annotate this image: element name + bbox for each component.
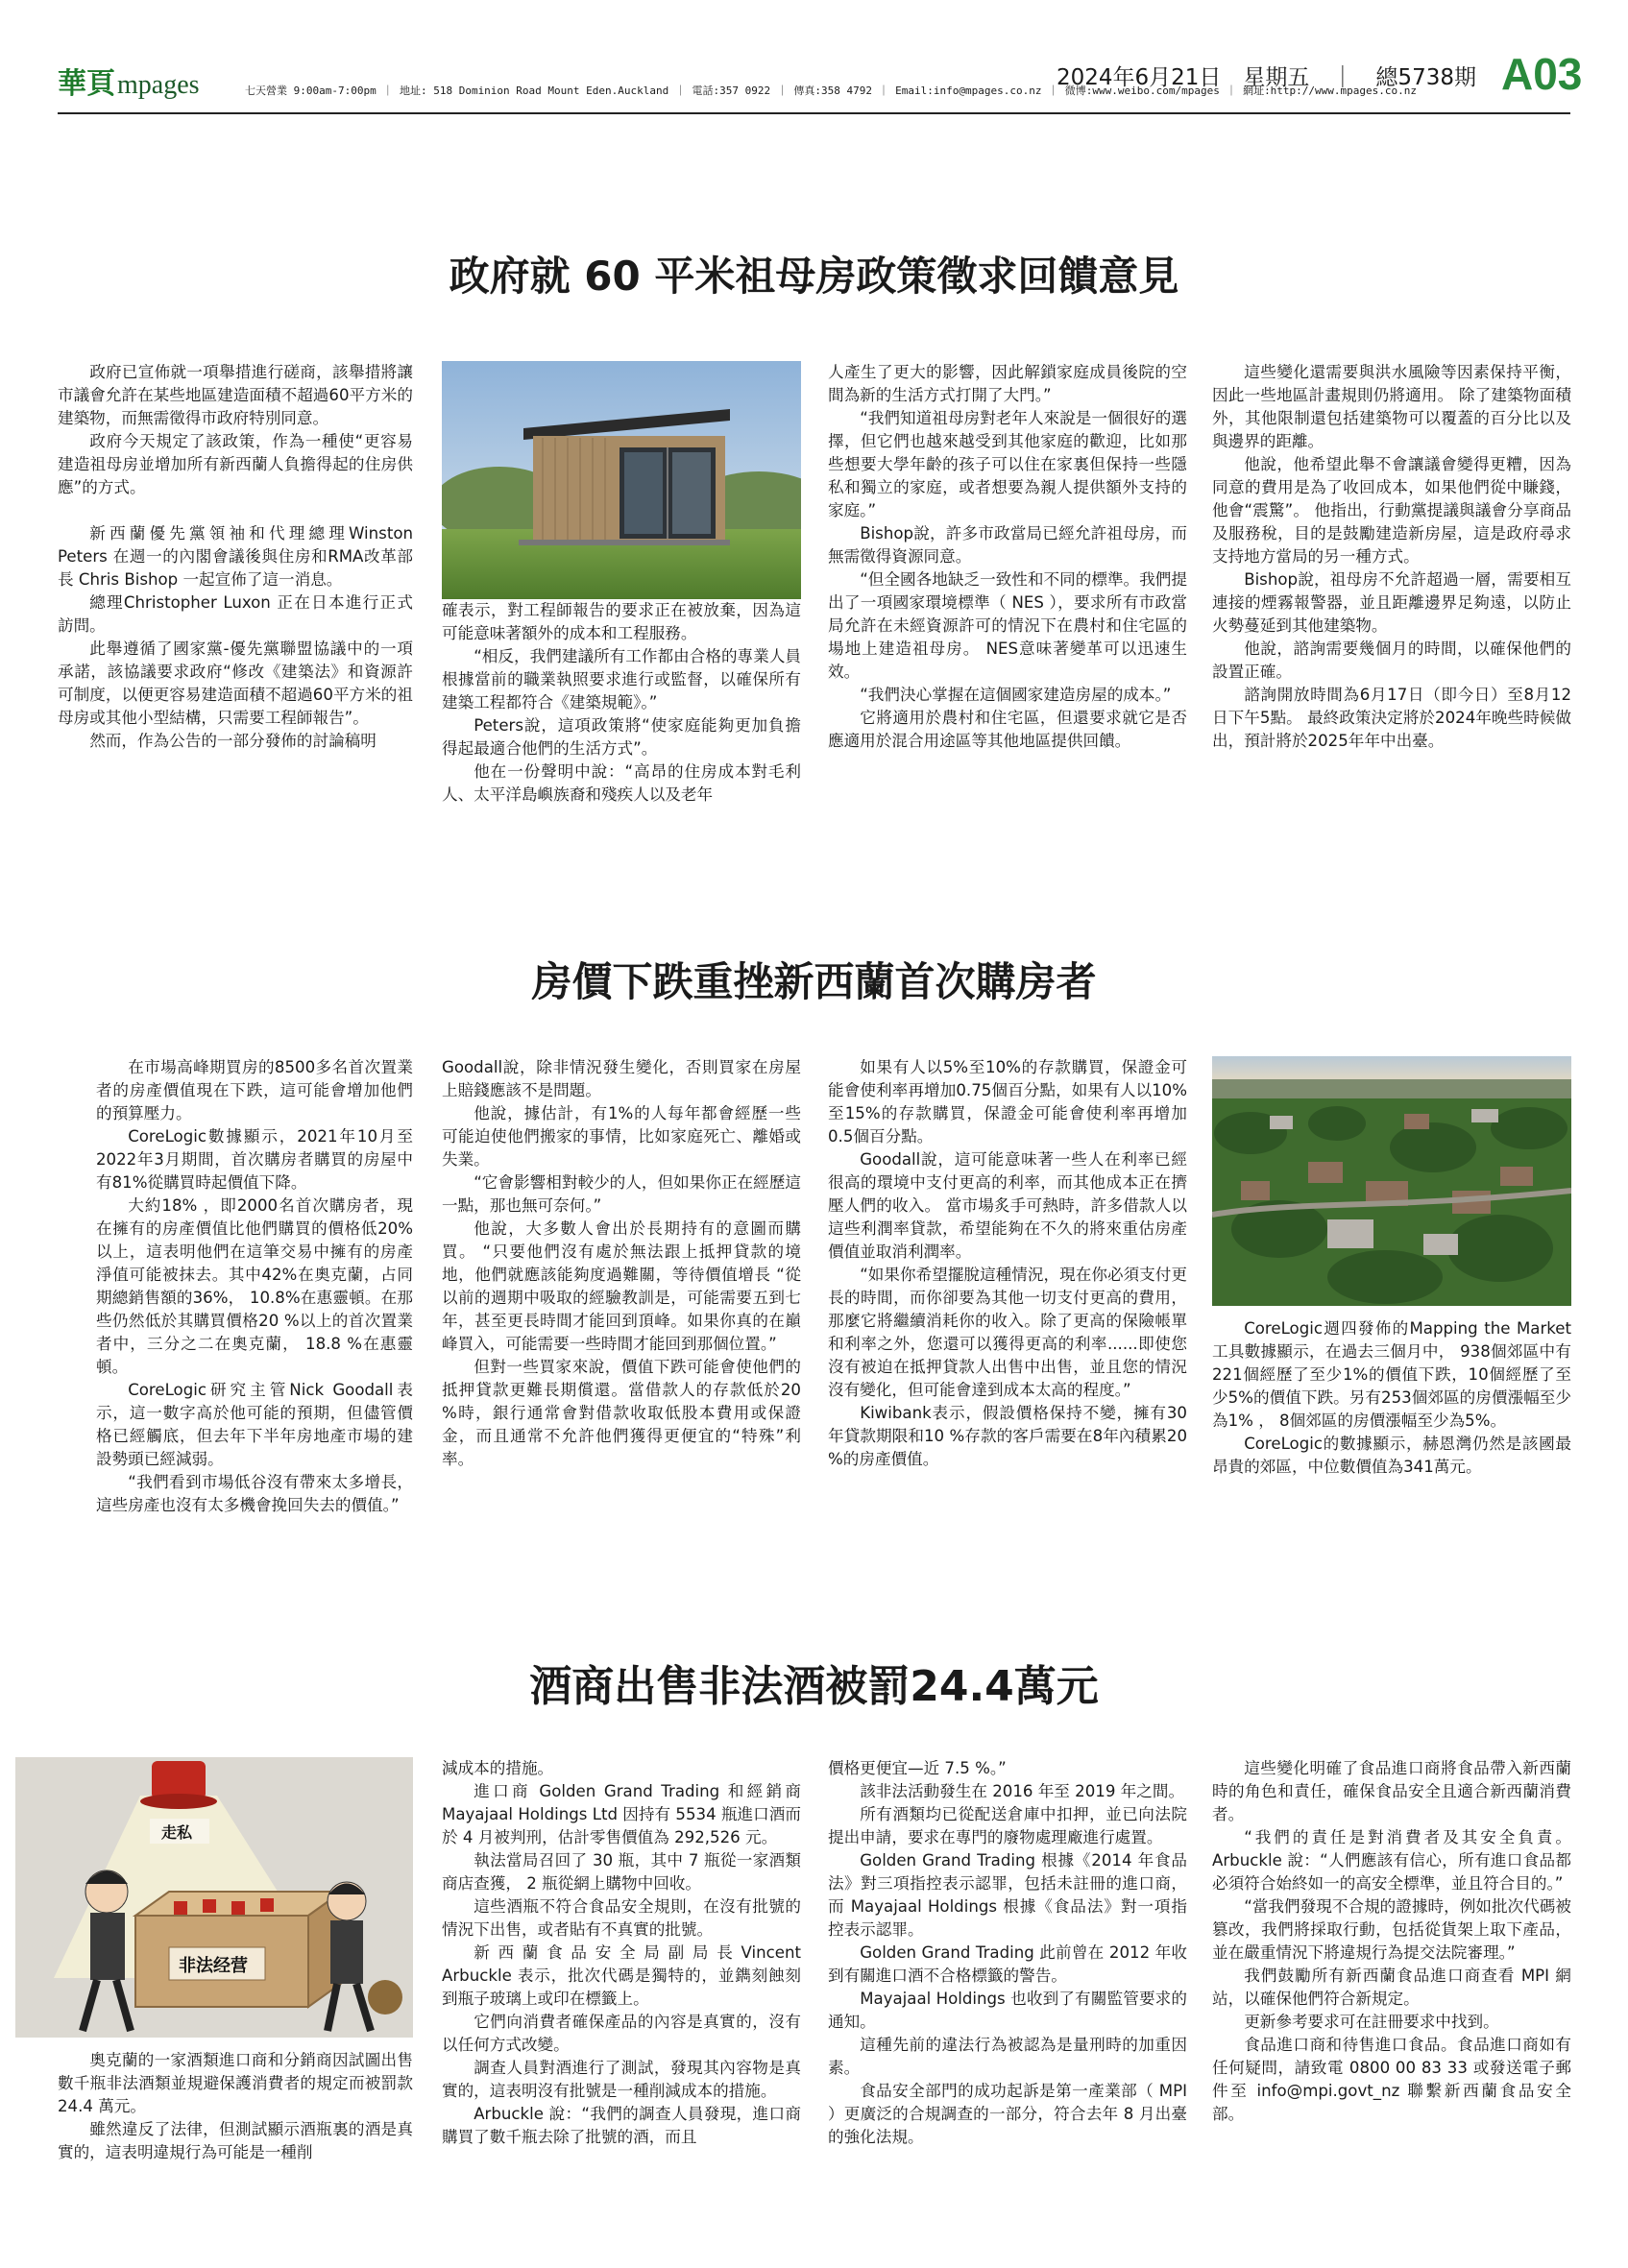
paragraph: 奧克蘭的一家酒類進口商和分銷商因試圖出售數千瓶非法酒類並規避保護消費者的規定而被罰款 24.4 萬元。 <box>58 2051 413 2115</box>
paragraph: 他在一份聲明中說：“高昂的住房成本對毛利人、太平洋島嶼族裔和殘疾人以及老年 <box>442 762 801 804</box>
article2-column-4 <box>1212 1317 1571 1479</box>
paragraph: 這些變化明確了食品進口商將食品帶入新西蘭時的角色和責任，確保食品安全且適合新西蘭消費者。 <box>1212 1759 1571 1823</box>
paragraph: Bishop說，祖母房不允許超過一層，需要相互連接的煙霧報警器，並且距離邊界足夠遠，以防止火勢蔓延到其他建築物。 <box>1212 570 1571 635</box>
paragraph: 它將適用於農村和住宅區，但還要求就它是否應適用於混合用途區等其他地區提供回饋。 <box>828 709 1187 750</box>
paragraph: CoreLogic週四發佈的Mapping the Market工具數據顯示，在過去三個月中， 938個郊區中有221個經歷了至少1%的價值下跌，10個經歷了至少5%的價值下跌。另有253個郊區的房價漲幅至少為1% ， 8個郊區的房價漲幅至少為5%。 <box>1212 1319 1571 1430</box>
article1-title: 政府就 60 平米祖母房政策徵求回饋意見 <box>449 253 1179 300</box>
paragraph: Kiwibank表示，假設價格保持不變，擁有30年貸款期限和10 %存款的客戶需要在8年內積累20 %的房產價值。 <box>828 1404 1187 1468</box>
paragraph: Goodall說，這可能意味著一些人在利率已經很高的環境中支付更高的利率，而其他成本正在擠壓人們的收入。 當市場炙手可熱時，許多借款人以這些利潤率貸款，希望能夠在不久的將來重估房產價值並取消利潤率。 <box>828 1150 1187 1261</box>
paragraph: 價格更便宜—近 7.5 %。” <box>828 1759 1007 1777</box>
paragraph: 更新參考要求可在註冊要求中找到。 <box>1244 2013 1499 2031</box>
paragraph: CoreLogic研究主管Nick Goodall表示，這一數字高於他可能的預期，但儘管價格已經觸底，但去年下半年房地產市場的建設勢頭已經減弱。 <box>96 1381 413 1468</box>
paragraph: 大約18% ，即2000名首次購房者，現在擁有的房產價值比他們購買的價格低20%以上，這表明他們在這筆交易中擁有的房產淨值可能被抹去。其中42%在奧克蘭，占同期總銷售額的36%， 10.8%在惠靈頓。在那些仍然低於其購買價格20 %以上的首次置業者中，三分之二在奧克蘭， 18.8 %在惠靈頓。 <box>96 1196 413 1376</box>
paragraph: “當我們發現不合規的證據時，例如批次代碼被篡改，我們將採取行動，包括從貨架上取下產品，並在嚴重情況下將違規行為提交法院審理。” <box>1212 1897 1571 1962</box>
paragraph: 進口商 Golden Grand Trading 和經銷商 Mayajaal Holdings Ltd 因持有 5534 瓶進口酒而於 4 月被判刑，估計零售價值為 292,526 元。 <box>442 1782 801 1846</box>
paragraph: 新 西 蘭 食 品 安 全 局 副 局 長 Vincent Arbuckle 表示，批次代碼是獨特的，並鐫刻蝕刻到瓶子玻璃上或印在標籤上。 <box>442 1943 801 2008</box>
paragraph: 如果有人以5%至10%的存款購買，保證金可能會使利率再增加0.75個百分點，如果有人以10%至15%的存款購買，保證金可能會使利率再增加0.5個百分點。 <box>828 1058 1187 1146</box>
paragraph: 他說，他希望此舉不會讓議會變得更糟，因為同意的費用是為了收回成本，如果他們從中賺錢，他會“震驚”。 他指出，行動黨提議與議會分享商品及服務稅，目的是鼓勵建造新房屋，這是政府尋求支持地方當局的另一種方式。 <box>1212 455 1571 566</box>
paragraph: 政府已宣佈就一項舉措進行磋商，該舉措將讓市議會允許在某些地區建造面積不超過60平方米的建築物，而無需徵得市政府特別同意。 <box>58 363 413 427</box>
paragraph: Golden Grand Trading 根據《2014 年食品法》對三項指控表示認罪，包括未註冊的進口商，而 Mayajaal Holdings 根據《食品法》對一項指控表示認罪。 <box>828 1851 1187 1939</box>
article3-column-4 <box>1212 1757 1571 2126</box>
illustration-box-label: 非法经营 <box>179 1956 248 1976</box>
paragraph: Bishop說，許多市政當局已經允許祖母房，而無需徵得資源同意。 <box>828 524 1187 566</box>
paragraph: 這種先前的違法行為被認為是量刑時的加重因素。 <box>828 2036 1187 2077</box>
contact-info: 七天營業 9:00am-7:00pm ｜ 地址: 518 Dominion Road Mount Eden.Auckland ｜ 電話:357 0922 ｜ 傳真:358 4792 ｜ Email:info@mpages.co.nz ｜ 微博:www.weibo.com/mpages ｜ 網址:http://www.mpages.co.nz <box>245 84 1418 97</box>
paragraph: 這些酒瓶不符合食品安全規則，在沒有批號的情況下出售，或者貼有不真實的批號。 <box>442 1897 801 1939</box>
publication-logo[interactable] <box>58 60 200 102</box>
paragraph: 然而，作為公告的一部分發佈的討論稿明 <box>89 732 377 750</box>
paragraph: 但對一些買家來說，價值下跌可能會使他們的抵押貸款更難長期償還。當借款人的存款低於20 %時，銀行通常會對借款收取低股本費用或保證金，而且通常不允許他們獲得更便宜的“特殊”利率。 <box>442 1358 801 1468</box>
article3-title: 酒商出售非法酒被罰24.4萬元 <box>529 1662 1099 1711</box>
article2-title: 房價下跌重挫新西蘭首次購房者 <box>531 958 1097 1005</box>
article1-column-2 <box>442 599 801 807</box>
paragraph: Goodall說，除非情況發生變化，否則買家在房屋上賠錢應該不是問題。 <box>442 1058 801 1099</box>
granny-flat-photo <box>442 361 801 599</box>
paragraph: Mayajaal Holdings 也收到了有關監管要求的通知。 <box>828 1990 1187 2031</box>
page-number: A03 <box>1501 49 1583 99</box>
issue-dateline: 2024年6月21日 星期五 ｜ 總5738期 <box>1057 65 1476 90</box>
paragraph: 我們鼓勵所有新西蘭食品進口商查看 MPI 網站，以確保他們符合新規定。 <box>1212 1966 1571 2008</box>
paragraph: 他說，諮詢需要幾個月的時間，以確保他們的設置正確。 <box>1212 639 1571 681</box>
paragraph: “我們的責任是對消費者及其安全負責。Arbuckle 說：“人們應該有信心，所有進口食品都必須符合始終如一的高安全標準，並且符合目的。” <box>1212 1828 1571 1893</box>
paragraph: “如果你希望擺脫這種情況，現在你必須支付更長的時間，而你卻要為其他一切支付更高的費用，那麼它將繼續消耗你的收入。除了更高的保險帳單和利率之外，您還可以獲得更高的利率......即使您沒有被迫在抵押貸款人出售中出售，並且您的情況沒有變化，但可能會達到成本太高的程度。” <box>828 1266 1187 1399</box>
paragraph: 食品進口商和待售進口食品。食品進口商如有任何疑問，請致電 0800 00 83 33 或發送電子郵件至 info@mpi.govt_nz 聯繫新西蘭食品安全部。 <box>1212 2036 1571 2123</box>
paragraph: 人產生了更大的影響，因此解鎖家庭成員後院的空間為新的生活方式打開了大門。” <box>828 363 1187 404</box>
paragraph: “相反，我們建議所有工作都由合格的專業人員根據當前的職業執照要求進行或監督，以確保所有建築工程都符合《建築規範》。” <box>442 647 801 712</box>
paragraph: 諮詢開放時間為6月17日（即今日）至8月12日下午5點。 最終政策決定將於2024年晚些時候做出，預計將於2025年年中出臺。 <box>1212 686 1571 750</box>
paragraph: 該非法活動發生在 2016 年至 2019 年之間。 <box>860 1782 1185 1800</box>
paragraph: 政府今天規定了該政策，作為一種使“更容易建造祖母房並增加所有新西蘭人負擔得起的住房供應”的方式。 <box>58 432 413 496</box>
paragraph: 雖然違反了法律，但測試顯示酒瓶裏的酒是真實的，這表明違規行為可能是一種削 <box>58 2120 413 2161</box>
paragraph: “它會影響相對較少的人，但如果你正在經歷這一點，那也無可奈何。” <box>442 1173 801 1215</box>
paragraph: “我們決心掌握在這個國家建造房屋的成本。” <box>860 686 1172 704</box>
paragraph: Golden Grand Trading 此前曾在 2012 年收到有關進口酒不合格標籤的警告。 <box>828 1943 1187 1985</box>
suburb-aerial-photo <box>1212 1056 1571 1306</box>
article1-column-3 <box>828 361 1187 753</box>
paragraph: “我們知道祖母房對老年人來說是一個很好的選擇，但它們也越來越受到其他家庭的歡迎，比如那些想要大學年齡的孩子可以住在家裏但保持一些隱私和獨立的家庭，或者想要為親人提供額外支持的家庭。” <box>828 409 1187 519</box>
article2-column-1 <box>96 1056 413 1517</box>
paragraph: 食品安全部門的成功起訴是第一產業部（ MPI ）更廣泛的合規調查的一部分，符合去年 8 月出臺的強化法規。 <box>828 2082 1187 2146</box>
article2-column-2 <box>442 1056 801 1471</box>
logo-chinese: 華頁 <box>58 67 115 101</box>
article1-column-1a <box>58 361 413 753</box>
paragraph: 所有酒類均已從配送倉庫中扣押，並已向法院提出申請，要求在專門的廢物處理廠進行處置。 <box>828 1805 1187 1846</box>
illustration-sign-label: 走私 <box>161 1823 193 1842</box>
paragraph: 他說，據估計，有1%的人每年都會經歷一些可能迫使他們搬家的事情，比如家庭死亡、離婚或失業。 <box>442 1104 801 1169</box>
paragraph: 確表示，對工程師報告的要求正在被放棄，因為這可能意味著額外的成本和工程服務。 <box>442 601 801 642</box>
paragraph: 它們向消費者確保產品的內容是真實的，沒有以任何方式改變。 <box>442 2013 801 2054</box>
logo-english: mpages <box>117 70 200 100</box>
article1-column-4 <box>1212 361 1571 753</box>
masthead <box>58 49 1583 111</box>
article3-column-3 <box>828 1757 1187 2149</box>
paragraph: Peters說，這項政策將“使家庭能夠更加負擔得起最適合他們的生活方式”。 <box>442 716 801 758</box>
illegal-liquor-illustration <box>15 1757 413 2038</box>
paragraph: 執法當局召回了 30 瓶，其中 7 瓶從一家酒類商店查獲， 2 瓶從網上購物中回收。 <box>442 1851 801 1893</box>
paragraph: 總理Christopher Luxon 正在日本進行正式訪問。 <box>58 593 413 635</box>
paragraph: CoreLogic的數據顯示，赫恩灣仍然是該國最昂貴的郊區，中位數價值為341萬元。 <box>1212 1435 1571 1476</box>
paragraph: 減成本的措施。 <box>442 1759 554 1777</box>
paragraph: Arbuckle 說：“我們的調查人員發現，進口商購買了數千瓶去除了批號的酒，而且 <box>442 2105 801 2146</box>
paragraph: “但全國各地缺乏一致性和不同的標準。我們提出了一項國家環境標準（ NES ），要求所有市政當局允許在未經資源許可的情況下在農村和住宅區的場地上建造祖母房。 NES意味著變革可以迅速生效。 <box>828 570 1187 681</box>
paragraph: 他說，大多數人會出於長期持有的意圖而購買。 “只要他們沒有處於無法跟上抵押貸款的境地，他們就應該能夠度過難關，等待價值增長 “從以前的週期中吸取的經驗教訓是，可能需要五到七年，甚至更長時間才能回到頂峰。如果你真的在巔峰買入，可能需要一些時間才能回到那個位置。” <box>442 1219 801 1353</box>
paragraph: 調查人員對酒進行了測試，發現其內容物是真實的，這表明沒有批號是一種削減成本的措施。 <box>442 2059 801 2100</box>
paragraph: 這些變化還需要與洪水風險等因素保持平衡，因此一些地區計畫規則仍將適用。 除了建築物面積外，其他限制還包括建築物可以覆蓋的百分比以及與邊界的距離。 <box>1212 363 1571 450</box>
paragraph: 此舉遵循了國家黨-優先黨聯盟協議中的一項承諾，該協議要求政府“修改《建築法》和資源許可制度，以便更容易建造面積不超過60平方米的祖母房或其他小型結構，只需要工程師報告”。 <box>58 639 413 727</box>
header-rule <box>58 112 1570 114</box>
paragraph: 新西蘭優先黨領袖和代理總理Winston Peters 在週一的內閣會議後與住房和RMA改革部長 Chris Bishop 一起宣佈了這一消息。 <box>58 524 413 589</box>
paragraph: CoreLogic數據顯示，2021年10月至2022年3月期間，首次購房者購買的房屋中有81%從購買時起價值下降。 <box>96 1127 413 1192</box>
article2-column-3 <box>828 1056 1187 1471</box>
article3-column-1 <box>58 2049 413 2164</box>
article3-column-2 <box>442 1757 801 2149</box>
paragraph: 在市場高峰期買房的8500多名首次置業者的房產價值現在下跌，這可能會增加他們的預算壓力。 <box>96 1058 413 1122</box>
paragraph: “我們看到市場低谷沒有帶來太多增長，這些房產也沒有太多機會挽回失去的價值。” <box>96 1473 413 1514</box>
